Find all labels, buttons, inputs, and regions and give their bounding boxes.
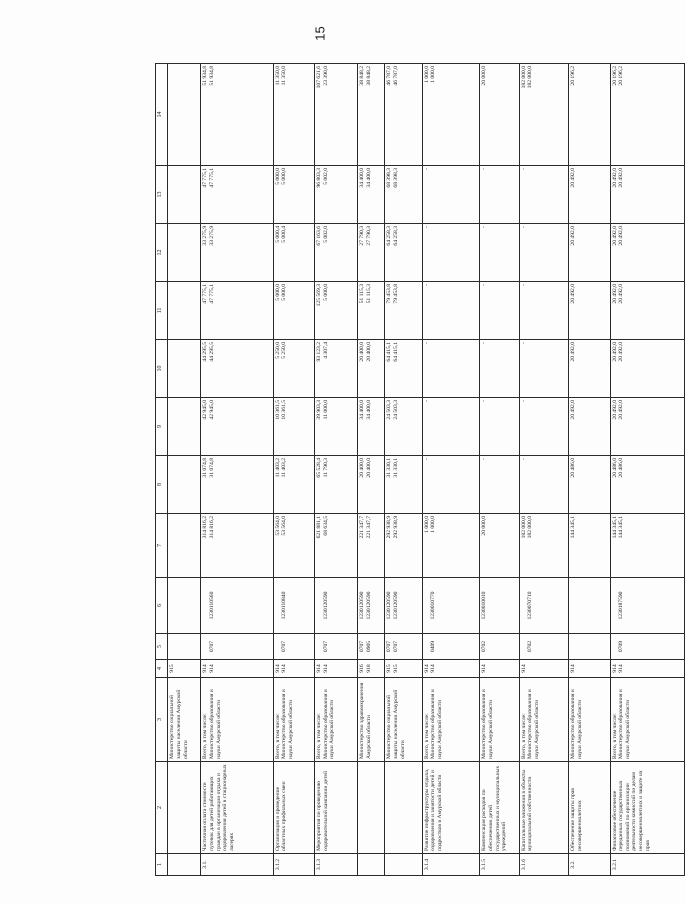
total-amount: 221 347,7 221 347,7 xyxy=(358,514,385,578)
year-amount xyxy=(168,340,201,398)
table-row xyxy=(422,64,480,876)
target-code: 1230120590 1230120590 xyxy=(358,578,385,634)
year-amount: 20 492,0 20 492,0 xyxy=(610,282,684,340)
year-amount: - xyxy=(422,166,480,224)
year-amount: 20 492,0 xyxy=(569,166,610,224)
total-amount xyxy=(168,514,201,578)
item-number: 3.1.6 xyxy=(519,854,569,876)
section-code: 0709 xyxy=(610,634,684,660)
table-row xyxy=(569,64,610,876)
target-code: 1230070710 xyxy=(519,578,569,634)
item-number: 3.1. xyxy=(201,854,273,876)
target-code: 1230120590 1230120590 xyxy=(385,578,422,634)
admin-code: 914 xyxy=(519,660,569,678)
section-code: 0707 xyxy=(201,634,273,660)
year-amount: 42 945,0 42 945,0 xyxy=(201,398,273,456)
executor: Всего, в том числе: Министерство образования и науки Амурской области xyxy=(315,678,358,762)
admin-code: 914 xyxy=(480,660,519,678)
section-code xyxy=(168,634,201,660)
year-amount: - xyxy=(480,166,519,224)
item-name: Организация и проведение областных профильных смен xyxy=(273,762,314,854)
table-row xyxy=(315,64,358,876)
year-amount: - xyxy=(519,166,569,224)
year-amount: - xyxy=(519,282,569,340)
year-amount: 31 330,1 31 330,1 xyxy=(385,456,422,514)
year-amount xyxy=(168,64,201,166)
year-amount: 125 569,3 5 000,0 xyxy=(315,282,358,340)
executor: Всего, в том числе: Министерство образования и науки Амурской области xyxy=(422,678,480,762)
year-amount: 11 350,0 11 350,0 xyxy=(273,64,314,166)
column-number-row xyxy=(156,64,168,876)
section-code: 0702 xyxy=(480,634,519,660)
year-amount: 96 803,3 5 002,0 xyxy=(315,166,358,224)
year-amount: 20 486,0 xyxy=(569,456,610,514)
table-row xyxy=(168,64,201,876)
admin-code: 914 xyxy=(569,660,610,678)
year-amount: 182 000,0 182 000,0 xyxy=(519,64,569,166)
column-number: 14 xyxy=(156,64,168,166)
year-amount: 44 295,5 44 295,5 xyxy=(201,340,273,398)
section-code: 0707 xyxy=(273,634,314,660)
year-amount: 24 503,3 24 503,3 xyxy=(385,398,422,456)
year-amount: 20 400,0 20 400,0 xyxy=(358,456,385,514)
column-number: 7 xyxy=(156,514,168,578)
column-number: 13 xyxy=(156,166,168,224)
year-amount: 20 400,0 20 400,0 xyxy=(358,340,385,398)
admin-code: 914 914 xyxy=(201,660,273,678)
admin-code: 914 914 xyxy=(315,660,358,678)
year-amount: 1 000,0 1 000,0 xyxy=(422,64,480,166)
item-number: 3.2.1 xyxy=(610,854,684,876)
budget-table xyxy=(155,63,685,876)
executor: Министерство социальной защиты населения Амурской области xyxy=(385,678,422,762)
year-amount: 46 787,0 46 787,0 xyxy=(385,64,422,166)
target-code: 1230187590 xyxy=(610,578,684,634)
table-row xyxy=(358,64,385,876)
admin-code: 914 914 xyxy=(422,660,480,678)
executor: Министерство образования и науки Амурской области xyxy=(480,678,519,762)
year-amount: - xyxy=(519,224,569,282)
year-amount: 20 196,2 20 196,2 xyxy=(610,64,684,166)
year-amount: 10 361,5 10 361,5 xyxy=(273,398,314,456)
budget-table-sheet xyxy=(155,64,685,876)
executor: Министерство образования и науки Амурской области xyxy=(569,678,610,762)
year-amount: - xyxy=(422,340,480,398)
year-amount: 5 000,4 5 000,4 xyxy=(273,224,314,282)
year-amount xyxy=(168,282,201,340)
column-number: 10 xyxy=(156,340,168,398)
column-number: 3 xyxy=(156,678,168,762)
year-amount xyxy=(168,224,201,282)
admin-code: 915 915 xyxy=(385,660,422,678)
item-number xyxy=(385,854,422,876)
year-amount: - xyxy=(480,340,519,398)
year-amount: 34 400,0 34 400,0 xyxy=(358,166,385,224)
total-amount: 292 938,9 292 938,9 xyxy=(385,514,422,578)
item-name: Компенсация расходов по обеспечению детей государственных и муниципальных учреждений xyxy=(480,762,519,854)
executor: Всего, в том числе: Министерство образования и науки Амурской области xyxy=(610,678,684,762)
year-amount: 64 258,3 64 258,3 xyxy=(385,224,422,282)
year-amount: 11 403,2 11 403,2 xyxy=(273,456,314,514)
total-amount: 53 564,0 53 564,0 xyxy=(273,514,314,578)
executor: Всего, в том числе: Министерство образования и науки Амурской области xyxy=(519,678,569,762)
year-amount: 5 000,0 5 000,0 xyxy=(273,282,314,340)
year-amount: - xyxy=(422,224,480,282)
section-code: 0409 xyxy=(422,634,480,660)
year-amount: 68 398,3 68 398,3 xyxy=(385,166,422,224)
target-code: 1230010010 xyxy=(480,578,519,634)
year-amount: 20 492,0 20 492,0 xyxy=(610,224,684,282)
year-amount: 65 528,4 11 790,3 xyxy=(315,456,358,514)
year-amount: 20 492,0 xyxy=(569,224,610,282)
target-code: 1230110840 xyxy=(273,578,314,634)
column-number: 11 xyxy=(156,282,168,340)
column-number: 4 xyxy=(156,660,168,678)
table-row xyxy=(610,64,684,876)
year-amount: 27 790,3 27 790,3 xyxy=(358,224,385,282)
item-name: Капитальные вложения в объекты муниципальной собственности xyxy=(519,762,569,854)
column-number: 2 xyxy=(156,762,168,854)
year-amount: 79 453,8 79 453,8 xyxy=(385,282,422,340)
item-number xyxy=(168,854,201,876)
target-code: 1230010770 xyxy=(422,578,480,634)
year-amount: 34 400,0 34 400,0 xyxy=(358,398,385,456)
target-code xyxy=(569,578,610,634)
year-amount xyxy=(168,398,201,456)
year-amount: 20 492,0 xyxy=(569,340,610,398)
section-code: 0702 xyxy=(519,634,569,660)
year-amount: 31 074,8 31 074,8 xyxy=(201,456,273,514)
year-amount: 20 492,0 20 492,0 xyxy=(610,398,684,456)
year-amount: 20 492,0 xyxy=(569,398,610,456)
item-name: Финансовое обеспечение переданных государственных полномочий по организации деятельности комиссий по делам несовершеннолетних и защите их прав xyxy=(610,762,684,854)
table-row xyxy=(385,64,422,876)
year-amount: - xyxy=(480,398,519,456)
item-number: 3.1.3 xyxy=(315,854,358,876)
year-amount: 38 848,2 38 848,2 xyxy=(358,64,385,166)
item-number: 3.1.5 xyxy=(480,854,519,876)
table-row xyxy=(480,64,519,876)
table-row xyxy=(201,64,273,876)
executor: Всего, в том числе: Министерство образования и науки Амурской области xyxy=(273,678,314,762)
item-name: Мероприятия по проведению оздоровительной кампании детей xyxy=(315,762,358,854)
item-name: Частичная оплата стоимости путевок для детей работающих граждан в организации отдыха и оздоровления детей в стационарных лагерях xyxy=(201,762,273,854)
year-amount: 107 621,6 23 390,0 xyxy=(315,64,358,166)
year-amount: - xyxy=(519,398,569,456)
executor: Всего, в том числе: Министерство образования и науки Амурской области xyxy=(201,678,273,762)
year-amount: 5 250,0 5 250,0 xyxy=(273,340,314,398)
year-amount: 5 000,0 5 000,0 xyxy=(273,166,314,224)
section-code: 0707 xyxy=(315,634,358,660)
total-amount: 20 000,0 xyxy=(480,514,519,578)
total-amount: 314 816,2 314 816,2 xyxy=(201,514,273,578)
page-number: 15 xyxy=(312,26,328,41)
year-amount: 51 115,3 51 115,3 xyxy=(358,282,385,340)
year-amount: 20 492,0 20 492,0 xyxy=(610,166,684,224)
total-amount: 1 000,0 1 000,0 xyxy=(422,514,480,578)
year-amount: - xyxy=(422,282,480,340)
year-amount: - xyxy=(519,340,569,398)
year-amount: - xyxy=(519,456,569,514)
admin-code: 914 914 xyxy=(610,660,684,678)
column-number: 8 xyxy=(156,456,168,514)
table-row xyxy=(519,64,569,876)
admin-code: 915 xyxy=(168,660,201,678)
section-code: 0707 0707 xyxy=(385,634,422,660)
year-amount: 39 903,3 11 000,0 xyxy=(315,398,358,456)
admin-code: 914 914 xyxy=(273,660,314,678)
item-name xyxy=(358,762,385,854)
year-amount xyxy=(168,166,201,224)
year-amount: 93 123,2 4 307,4 xyxy=(315,340,358,398)
year-amount xyxy=(168,456,201,514)
column-number: 1 xyxy=(156,854,168,876)
column-number: 12 xyxy=(156,224,168,282)
year-amount: 20 492,0 xyxy=(569,282,610,340)
executor: Министерство здравоохранения Амурской области xyxy=(358,678,385,762)
year-amount: - xyxy=(480,456,519,514)
year-amount: 47 775,1 47 775,1 xyxy=(201,166,273,224)
column-number: 9 xyxy=(156,398,168,456)
item-name xyxy=(385,762,422,854)
item-name xyxy=(168,762,201,854)
year-amount: 33 275,9 33 275,9 xyxy=(201,224,273,282)
year-amount: - xyxy=(422,398,480,456)
column-number: 5 xyxy=(156,634,168,660)
year-amount: - xyxy=(422,456,480,514)
item-number: 3.2. xyxy=(569,854,610,876)
column-number: 6 xyxy=(156,578,168,634)
executor: Министерство социальной защиты населения Амурской области xyxy=(168,678,201,762)
total-amount: 182 000,0 182 000,0 xyxy=(519,514,569,578)
total-amount: 621 881,1 68 634,5 xyxy=(315,514,358,578)
item-number: 3.1.2 xyxy=(273,854,314,876)
section-code: 0707 0905 xyxy=(358,634,385,660)
year-amount: 20 486,0 20 486,0 xyxy=(610,456,684,514)
table-row xyxy=(273,64,314,876)
year-amount: 20 196,2 xyxy=(569,64,610,166)
target-code: 1230110560 xyxy=(201,578,273,634)
target-code xyxy=(168,578,201,634)
year-amount: 51 934,8 51 934,8 xyxy=(201,64,273,166)
year-amount: - xyxy=(480,224,519,282)
item-name: Обеспечение защиты прав несовершеннолетних xyxy=(569,762,610,854)
total-amount: 144 345,1 144 345,1 xyxy=(610,514,684,578)
year-amount: - xyxy=(480,282,519,340)
item-name: Развитие инфраструктуры отдыха, оздоровления и занятости детей и подростков в Амурской области xyxy=(422,762,480,854)
item-number: 3.1.4 xyxy=(422,854,480,876)
section-code xyxy=(569,634,610,660)
item-number xyxy=(358,854,385,876)
year-amount: 64 415,1 64 415,1 xyxy=(385,340,422,398)
year-amount: 67 163,6 5 002,0 xyxy=(315,224,358,282)
year-amount: 47 775,1 47 775,1 xyxy=(201,282,273,340)
admin-code: 916 918 xyxy=(358,660,385,678)
target-code: 1230120590 xyxy=(315,578,358,634)
year-amount: 20 000,0 xyxy=(480,64,519,166)
total-amount: 144 345,1 xyxy=(569,514,610,578)
year-amount: 20 492,0 20 492,0 xyxy=(610,340,684,398)
